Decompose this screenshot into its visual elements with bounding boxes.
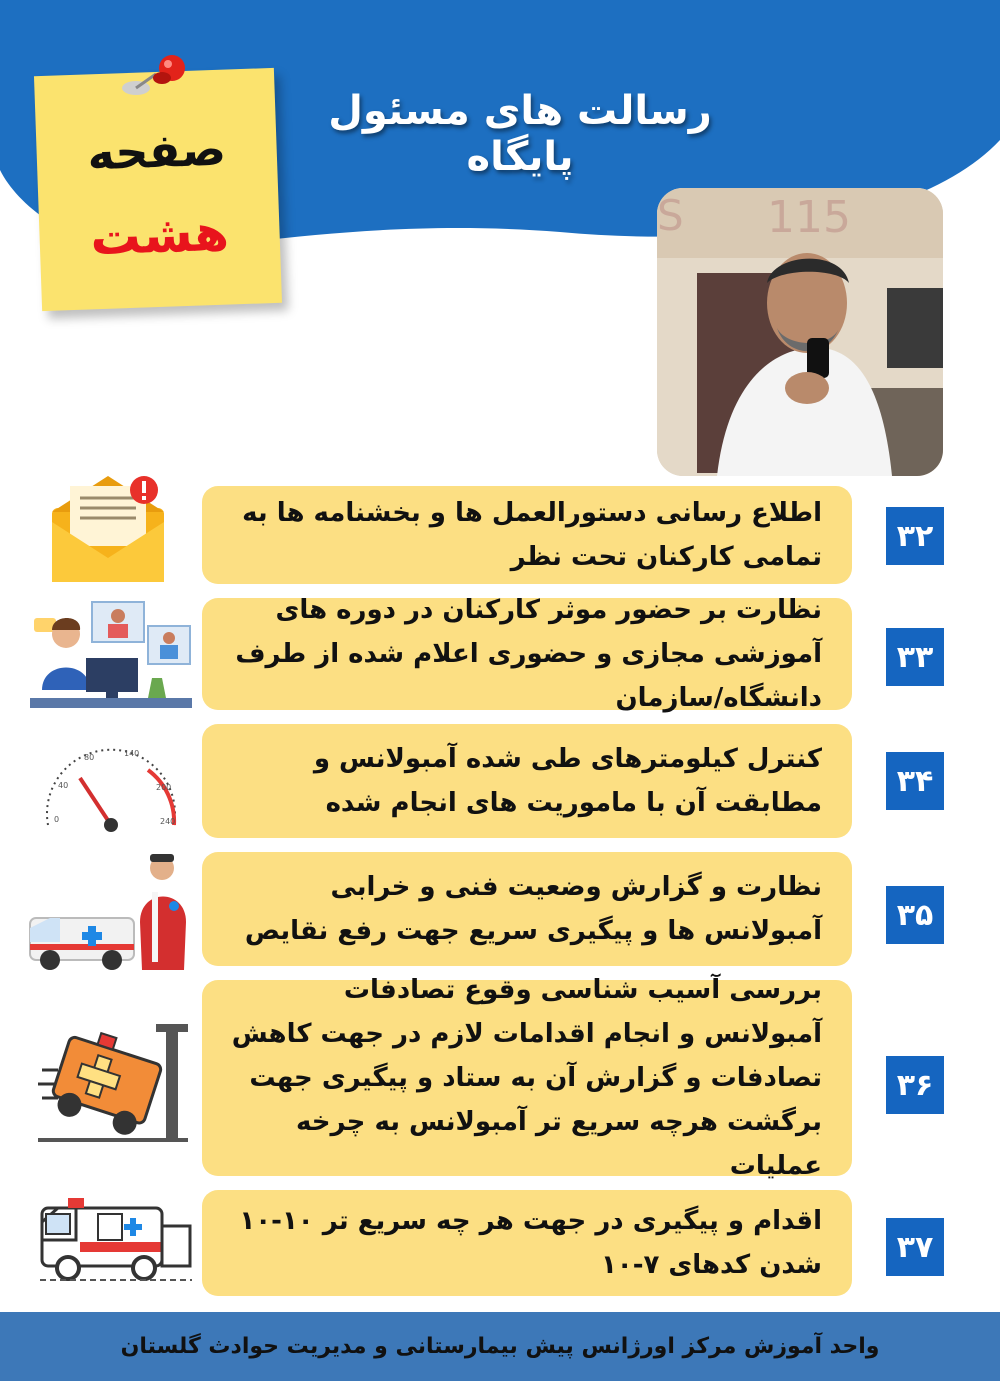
item-text: نظارت و گزارش وضعیت فنی و خرابی آمبولانس ها و پیگیری سریع جهت رفع نقایص — [244, 872, 822, 946]
item-number: ۳۳ — [886, 628, 944, 686]
item-number: ۳۶ — [886, 1056, 944, 1114]
online-training-icon — [30, 600, 192, 710]
push-pin-icon — [122, 52, 194, 112]
envelope-icon — [50, 472, 166, 584]
list-item — [202, 1190, 852, 1296]
footer — [0, 1312, 1000, 1381]
speedometer-icon — [36, 730, 186, 838]
manager-photo — [657, 188, 943, 476]
item-text: اطلاع رسانی دستورالعمل ها و بخشنامه ها به تمامی کارکنان تحت نظر — [242, 498, 822, 572]
svg-text:200: 200 — [156, 783, 172, 792]
item-text: کنترل کیلومترهای طی شده آمبولانس و مطابقت آن با ماموریت های انجام شده — [313, 744, 822, 818]
item-text: نظارت بر حضور موثر کارکنان در دوره های آموزشی مجازی و حضوری اعلام شده از طرف دانشگاه/سازمان — [235, 595, 822, 713]
svg-text:140: 140 — [124, 749, 140, 758]
page-title: رسالت های مسئول پایگاه — [328, 88, 712, 180]
svg-text:S: S — [657, 191, 684, 240]
list-item — [202, 852, 852, 966]
footer-text: واحد آموزش مرکز اورژانس پیش بیمارستانی و مدیریت حوادث گلستان — [120, 1334, 880, 1359]
svg-text:0: 0 — [54, 815, 60, 824]
item-text: اقدام و پیگیری در جهت هر چه سریع تر ۱۰-۱۰ شدن کدهای ۷-۱۰ — [239, 1206, 822, 1280]
item-number: ۳۲ — [886, 507, 944, 565]
list-item — [202, 595, 852, 713]
crashed-ambulance-icon — [38, 1020, 188, 1144]
item-number: ۳۵ — [886, 886, 944, 944]
ambulance-icon — [40, 1196, 192, 1282]
svg-text:240: 240 — [160, 817, 176, 826]
item-number: ۳۷ — [886, 1218, 944, 1276]
paramedic-ambulance-icon — [28, 852, 194, 974]
list-item — [202, 724, 852, 838]
svg-text:40: 40 — [58, 781, 69, 790]
note-label-number: هشت — [89, 203, 230, 267]
svg-text:80: 80 — [84, 753, 95, 762]
list-item — [202, 486, 852, 584]
item-number: ۳۴ — [886, 752, 944, 810]
note-label-page: صفحه — [86, 121, 227, 181]
item-text: بررسی آسیب شناسی وقوع تصادفات آمبولانس و انجام اقدامات لازم در جهت کاهش تصادفات و گزارش آن به ستاد و پیگیری جهت برگشت هرچه سریع تر آمبولانس به چرخه عملیات — [231, 975, 822, 1181]
svg-text:115: 115 — [767, 192, 851, 243]
list-item — [202, 975, 852, 1181]
